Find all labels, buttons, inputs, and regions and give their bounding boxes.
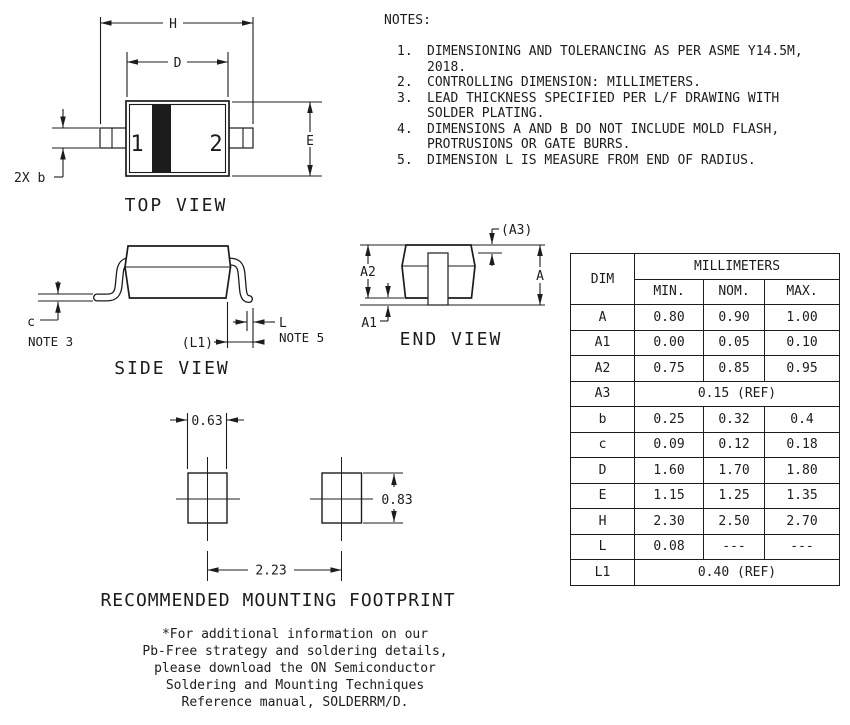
pin-1-label: 1 xyxy=(130,132,144,157)
max-cell: 0.18 xyxy=(765,432,840,458)
dim-label-H: H xyxy=(169,17,177,32)
max-cell: 0.10 xyxy=(765,330,840,356)
min-cell: 0.25 xyxy=(635,407,704,433)
footer-line: *For additional information on our xyxy=(161,627,429,642)
table-row xyxy=(571,509,840,535)
dim-label-A2: A2 xyxy=(360,265,376,280)
nom-cell: --- xyxy=(704,534,765,560)
notes-heading: NOTES: xyxy=(384,13,431,28)
note-item-5 xyxy=(397,153,827,169)
dimensions-table-wrap xyxy=(570,253,840,586)
min-cell: 0.80 xyxy=(635,305,704,331)
max-cell: 1.00 xyxy=(765,305,840,331)
note-item-4 xyxy=(397,122,827,153)
dimension-A1 xyxy=(361,283,388,331)
dimension-A xyxy=(530,245,550,305)
table-row xyxy=(571,407,840,433)
table-row xyxy=(571,483,840,509)
note-item-2 xyxy=(397,75,827,91)
footer-line: Soldering and Mounting Techniques xyxy=(165,678,425,693)
note-item-3 xyxy=(397,91,827,122)
dimension-c xyxy=(27,281,93,349)
dim-label-pad-width: 0.63 xyxy=(191,414,223,429)
side-view-body xyxy=(125,246,231,298)
dim-label-A3: (A3) xyxy=(501,223,533,238)
end-view-drawing xyxy=(355,223,550,331)
min-cell: 0.00 xyxy=(635,330,704,356)
dimension-L-L1 xyxy=(182,302,324,351)
table-row xyxy=(571,305,840,331)
dim-cell: A xyxy=(571,305,635,331)
note-number: 3. xyxy=(397,90,413,106)
notes-list xyxy=(397,44,827,168)
dimensions-table xyxy=(570,253,840,586)
dim-label-c: c xyxy=(27,315,35,330)
dim-label-L1: (L1) xyxy=(181,336,213,351)
dimension-b xyxy=(14,109,99,186)
dim-label-pitch: 2.23 xyxy=(255,563,287,579)
note-text: CONTROLLING DIMENSION: MILLIMETERS. xyxy=(427,75,701,90)
table-row xyxy=(571,432,840,458)
min-cell: 1.60 xyxy=(635,458,704,484)
note-number: 2. xyxy=(397,75,413,90)
dim-cell: H xyxy=(571,509,635,535)
max-cell: --- xyxy=(765,534,840,560)
end-view-lead xyxy=(428,253,448,305)
pin-2-label: 2 xyxy=(209,132,223,157)
note-number: 1. xyxy=(397,44,413,59)
table-row xyxy=(571,458,840,484)
dim-cell: A1 xyxy=(571,330,635,356)
dim-cell: b xyxy=(571,407,635,433)
cathode-band xyxy=(152,105,171,172)
max-cell: 0.4 xyxy=(765,407,840,433)
table-row xyxy=(571,356,840,382)
top-view-lead-right xyxy=(228,128,253,148)
nom-cell: 0.12 xyxy=(704,432,765,458)
dim-label-A: A xyxy=(536,269,544,284)
nom-cell: 1.25 xyxy=(704,483,765,509)
min-cell: 2.30 xyxy=(635,509,704,535)
max-cell: 1.35 xyxy=(765,483,840,509)
end-view-title: END VIEW xyxy=(399,329,503,350)
min-cell: 0.08 xyxy=(635,534,704,560)
max-cell: 1.80 xyxy=(765,458,840,484)
note-number: 5. xyxy=(397,152,413,168)
dim-cell: L1 xyxy=(571,560,635,586)
side-view-title: SIDE VIEW xyxy=(114,358,230,379)
nom-cell: 2.50 xyxy=(704,509,765,535)
note3-ref-label: NOTE 3 xyxy=(28,334,74,349)
nom-cell: 0.32 xyxy=(704,407,765,433)
unit-header-cell: MILLIMETERS xyxy=(635,254,840,280)
dim-cell: E xyxy=(571,483,635,509)
min-cell: 0.09 xyxy=(635,432,704,458)
dimension-A2 xyxy=(355,245,381,298)
footer-note xyxy=(128,626,462,711)
top-view-title: TOP VIEW xyxy=(124,195,228,216)
dim-header-cell: DIM xyxy=(571,254,635,305)
dimension-pitch xyxy=(208,562,342,579)
dim-cell: D xyxy=(571,458,635,484)
span-cell: 0.15 (REF) xyxy=(635,381,840,407)
dim-label-pad-height: 0.83 xyxy=(381,493,413,508)
min-header-cell: MIN. xyxy=(635,279,704,305)
dimension-D xyxy=(127,52,228,97)
table-row xyxy=(571,560,840,586)
nom-cell: 1.70 xyxy=(704,458,765,484)
table-row xyxy=(571,330,840,356)
span-cell: 0.40 (REF) xyxy=(635,560,840,586)
min-cell: 1.15 xyxy=(635,483,704,509)
max-header-cell: MAX. xyxy=(765,279,840,305)
note-text: DIMENSIONING AND TOLERANCING AS PER ASME Y14.5M, 2018. xyxy=(427,44,803,75)
footprint-title: RECOMMENDED MOUNTING FOOTPRINT xyxy=(100,590,456,611)
table-row xyxy=(571,534,840,560)
nom-cell: 0.05 xyxy=(704,330,765,356)
dim-cell: A3 xyxy=(571,381,635,407)
footer-line: Reference manual, SOLDERRM/D. xyxy=(181,695,409,710)
note-number: 4. xyxy=(397,121,413,137)
footprint-drawing xyxy=(170,413,413,581)
top-view-drawing xyxy=(14,15,322,186)
dim-label-b: 2X b xyxy=(14,171,46,186)
table-row xyxy=(571,381,840,407)
note-text: DIMENSION L IS MEASURE FROM END OF RADIUS. xyxy=(427,152,756,168)
dim-cell: A2 xyxy=(571,356,635,382)
top-view-lead-left xyxy=(100,128,127,148)
nom-cell: 0.90 xyxy=(704,305,765,331)
nom-header-cell: NOM. xyxy=(704,279,765,305)
dim-cell: L xyxy=(571,534,635,560)
dim-label-L: L xyxy=(279,316,287,331)
note-text: LEAD THICKNESS SPECIFIED PER L/F DRAWING WITH SOLDER PLATING. xyxy=(427,90,780,121)
min-cell: 0.75 xyxy=(635,356,704,382)
side-view-drawing xyxy=(27,246,324,351)
note-item-1 xyxy=(397,44,827,75)
dim-label-E: E xyxy=(306,134,314,149)
note-text: DIMENSIONS A AND B DO NOT INCLUDE MOLD FLASH, PROTRUSIONS OR GATE BURRS. xyxy=(427,121,780,152)
footer-line: Pb-Free strategy and soldering details, xyxy=(142,644,448,659)
dim-label-A1: A1 xyxy=(361,316,377,331)
footer-line: please download the ON Semiconductor xyxy=(154,661,436,676)
max-cell: 0.95 xyxy=(765,356,840,382)
dim-label-D: D xyxy=(173,56,182,71)
table-header-row xyxy=(571,254,840,280)
max-cell: 2.70 xyxy=(765,509,840,535)
nom-cell: 0.85 xyxy=(704,356,765,382)
note5-ref-label: NOTE 5 xyxy=(279,330,325,345)
dimension-pad-height xyxy=(363,473,413,523)
dim-cell: c xyxy=(571,432,635,458)
